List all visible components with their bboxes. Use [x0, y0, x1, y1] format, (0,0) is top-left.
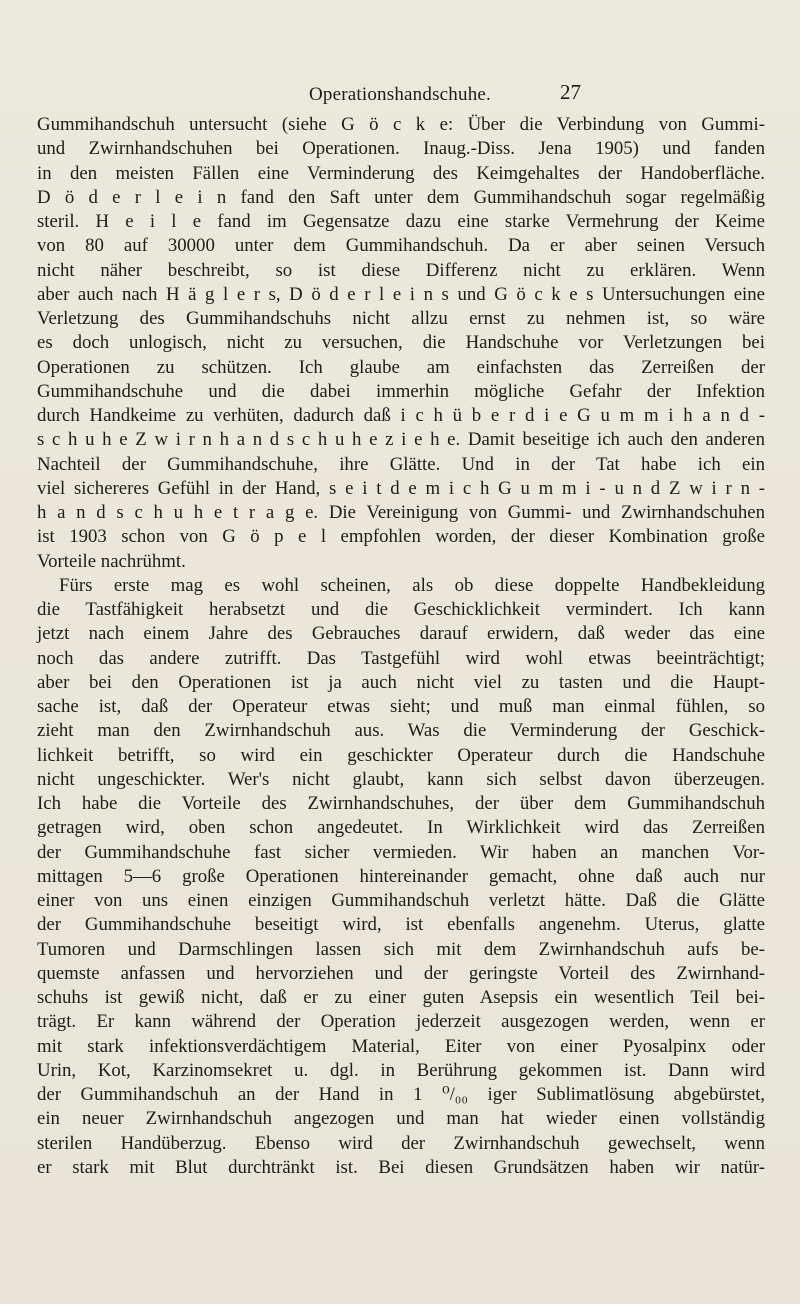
- text-line: Vorteile nachrühmt.: [37, 550, 186, 572]
- text-line: schuhs ist gewiß nicht, daß er zu einer guten Asepsis ein wesentlich Teil bei-: [37, 987, 765, 1008]
- text-line: der Gummihandschuhe fast sicher vermieden. Wir haben an manchen Vor-: [37, 841, 765, 863]
- text-line: Nachteil der Gummihandschuhe, ihre Glätte. Und in der Tat habe ich ein: [37, 453, 765, 475]
- text-line: D ö d e r l e i n fand den Saft unter dem Gummihandschuh sogar regelmäßig: [37, 186, 765, 208]
- text-line: mit stark infektionsverdächtigem Material, Eiter von einer Pyosalpinx oder: [37, 1035, 765, 1057]
- text-line: von 80 auf 30000 unter dem Gummihandschuh. Da er aber seinen Versuch: [37, 235, 765, 257]
- text-line: es doch unlogisch, nicht zu versuchen, die Handschuhe vor Verletzungen bei: [37, 332, 765, 354]
- text-line: noch das andere zutrifft. Das Tastgefühl wird wohl etwas beeinträchtigt;: [37, 647, 765, 669]
- text-line: steril. H e i l e fand im Gegensatze dazu eine starke Vermehrung der Keime: [37, 211, 765, 232]
- text-line: Gummihandschuhe und die dabei immerhin mögliche Gefahr der Infektion: [37, 380, 765, 402]
- text-line: Verletzung des Gummihandschuhs nicht allzu ernst zu nehmen ist, so wäre: [37, 308, 765, 329]
- text-line: Ich habe die Vorteile des Zwirnhandschuhes, der über dem Gummihandschuh: [37, 793, 765, 814]
- text-line: der Gummihandschuhe beseitigt wird, ist ebenfalls angenehm. Uterus, glatte: [37, 914, 765, 936]
- text-line: ein neuer Zwirnhandschuh angezogen und man hat wieder einen vollständig: [37, 1108, 765, 1130]
- text-line: s c h u h e Z w i r n h a n d s c h u h e z i e h e. Damit beseitige ich auch den anderen: [37, 429, 765, 451]
- text-line: ist 1903 schon von G ö p e l empfohlen worden, der dieser Kombination große: [37, 526, 765, 548]
- text-line: aber auch nach H ä g l e r s, D ö d e r l e i n s und G ö c k e s Untersuchungen eine: [37, 283, 765, 305]
- text-line: Tumoren und Darmschlingen lassen sich mit dem Zwirnhandschuh aufs be-: [37, 938, 765, 960]
- text-line: trägt. Er kann während der Operation jederzeit ausgezogen werden, wenn er: [37, 1011, 765, 1033]
- text-line: jetzt nach einem Jahre des Gebrauches darauf erwidern, daß weder das eine: [37, 623, 765, 645]
- text-line: und Zwirnhandschuhen bei Operationen. Inaug.-Diss. Jena 1905) und fanden: [37, 138, 765, 160]
- body-text: [37, 113, 765, 1180]
- text-line: getragen wird, oben schon angedeutet. In Wirklichkeit wird das Zerreißen: [37, 817, 765, 839]
- text-line: Operationen zu schützen. Ich glaube am einfachsten das Zerreißen der: [37, 356, 765, 378]
- text-line: durch Handkeime zu verhüten, dadurch daß i c h ü b e r d i e G u m m i h a n d -: [37, 405, 765, 426]
- text-line: Gummihandschuh untersucht (siehe G ö c k e: Über die Verbindung von Gummi-: [37, 114, 765, 135]
- text-line: der Gummihandschuh an der Hand in 1 ⁰/₀₀ iger Sublimatlösung abgebürstet,: [37, 1084, 765, 1105]
- text-line: viel sichereres Gefühl in der Hand, s e i t d e m i c h G u m m i - u n d Z w i r n -: [37, 477, 765, 499]
- text-line: nicht näher beschreibt, so ist diese Differenz nicht zu erklären. Wenn: [37, 259, 765, 281]
- text-line: nicht ungeschickter. Wer's nicht glaubt, kann sich selbst davon überzeugen.: [37, 768, 765, 790]
- text-line: in den meisten Fällen eine Verminderung des Keimgehaltes der Handoberfläche.: [37, 162, 765, 184]
- running-title: Operationshandschuhe.: [308, 84, 491, 105]
- text-line: die Tastfähigkeit herabsetzt und die Geschicklichkeit vermindert. Ich kann: [37, 599, 765, 620]
- text-line: sache ist, daß der Operateur etwas sieht; und muß man einmal fühlen, so: [37, 696, 765, 717]
- running-head: [0, 80, 800, 114]
- text-line: aber bei den Operationen ist ja auch nicht viel zu tasten und die Haupt-: [37, 671, 765, 693]
- text-line: einer von uns einen einzigen Gummihandschuh verletzt hätte. Daß die Glätte: [37, 890, 765, 911]
- page-number: 27: [560, 80, 581, 104]
- text-line: mittagen 5—6 große Operationen hintereinander gemacht, ohne daß auch nur: [37, 865, 765, 887]
- text-line: er stark mit Blut durchtränkt ist. Bei diesen Grundsätzen haben wir natür-: [37, 1156, 765, 1178]
- text-line: sterilen Handüberzug. Ebenso wird der Zwirnhandschuh gewechselt, wenn: [37, 1132, 765, 1154]
- text-line: Urin, Kot, Karzinomsekret u. dgl. in Berührung gekommen ist. Dann wird: [37, 1059, 765, 1081]
- text-line: zieht man den Zwirnhandschuh aus. Was die Verminderung der Geschick-: [37, 720, 765, 742]
- text-line: Fürs erste mag es wohl scheinen, als ob diese doppelte Handbekleidung: [59, 574, 765, 596]
- text-line: lichkeit betrifft, so wird ein geschickter Operateur durch die Handschuhe: [37, 744, 765, 766]
- text-line: quemste anfassen und hervorziehen und der geringste Vorteil des Zwirnhand-: [37, 962, 765, 984]
- text-line: h a n d s c h u h e t r a g e. Die Vereinigung von Gummi- und Zwirnhandschuhen: [37, 502, 765, 523]
